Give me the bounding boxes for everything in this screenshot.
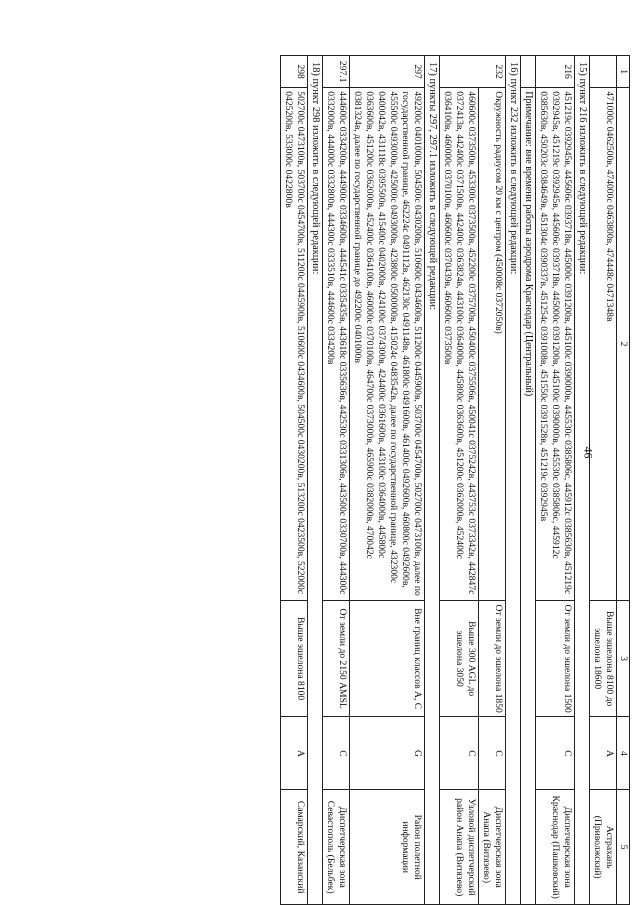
airspace-class-cell: C: [479, 717, 506, 790]
airspace-class-cell: C: [536, 717, 575, 790]
column-header-row: [617, 56, 630, 905]
airspace-class-cell: C: [440, 717, 479, 790]
vertical-limits-cell: Выше эшелона 8100: [281, 600, 308, 717]
coordinates-cell: 460600с 0373500в, 453300с 0373500в, 452200с 0375700в, 450400с 0375506в, 450041с 0375242в, 443753с 0373342в, 442847с 0372413в, 442400с 0371500в, 442400с 0363824в, 443100с 0364000в, 445800с 0363600в, 451200с 0362000в, 452400с 0364100в, 460000с 0370100в, 460600с 0370439в, 460600с 0373500в: [440, 88, 479, 601]
row-number: 216: [536, 56, 575, 88]
airspace-class-cell: G: [350, 717, 425, 790]
table-row-top: [590, 56, 617, 905]
col-header-5: 5: [617, 790, 630, 905]
table-row-232-a: [479, 56, 506, 905]
unit-cell: Диспетчерская зона Краснодар (Пашковский): [536, 790, 575, 905]
section-heading-text: 17) пункты 297, 297.1 изложить в следующей редакции:: [425, 56, 440, 905]
row-number: [521, 56, 536, 88]
col-header-2: 2: [617, 88, 630, 601]
table-row-297-1: [323, 56, 350, 905]
coordinates-cell: 502700с 0473100в, 503700с 0454700в, 511200с 0445900в, 510600с 0434600в, 504500с 0430200в, 513200с 0423500в, 522000с 0425200в, 533000с 0422800в: [281, 88, 308, 601]
row-number: 297: [350, 56, 425, 88]
section-heading-18: [308, 56, 323, 905]
coordinates-cell: 451219с 0392945в, 445606с 0393718в, 445000с 0391200в, 445100с 0390000в, 445530с 0385806с, 445912с 0385630в, 451219с 0392945в, 451219с 0392945в, 445606с 0393718в, 445000с 0391200в, 445100с 0390000в, 445530с 0385806с, 445912с 0385630в, 450203с 0384649в, 451304с 0390337в, 451254с 0391008в, 451550с 0391528в, 451219с 0392945в: [536, 88, 575, 601]
airspace-class-cell: A: [281, 717, 308, 790]
table-row-216: [536, 56, 575, 905]
coordinates-cell: 444600с 0334200в, 444900с 0334600в, 444541с 0335435в, 443618с 0335636в, 442530с 0331306в, 443500с 0330700в, 444300с 0332000в, 444000с 0332800в, 444300с 0333510в, 444600с 0334200в: [323, 88, 350, 601]
table-row-232-b: [440, 56, 479, 905]
table-row-298: [281, 56, 308, 905]
col-header-3: 3: [617, 600, 630, 717]
unit-cell: Узловой диспетчерский район Анапа (Витязево): [440, 790, 479, 905]
section-heading-text: 15) пункт 216 изложить в следующей редакции:: [575, 56, 590, 905]
section-heading-17: [425, 56, 440, 905]
row-number: 297.1: [323, 56, 350, 88]
airspace-class-cell: A: [590, 717, 617, 790]
description-cell: Окружность радиусом 20 км с центром (450008с 0372050в): [479, 88, 506, 601]
vertical-limits-cell: От земли до эшелона 1500: [536, 600, 575, 717]
vertical-limits-cell: Выше 300 AGL до эшелона 3050: [440, 600, 479, 717]
section-heading-text: 16) пункт 232 изложить в следующей редакции:: [506, 56, 521, 905]
unit-cell: Самарский, Казанский: [281, 790, 308, 905]
table-row-297: [350, 56, 425, 905]
unit-cell: Диспетчерская зона Севастополь (Бельбек): [323, 790, 350, 905]
unit-cell: Астрахань (Приволжский): [590, 790, 617, 905]
section-heading-16: [506, 56, 521, 905]
col-header-4: 4: [617, 717, 630, 790]
note-cell: Примечание: вне времени работы аэродрома Краснодар (Центральный): [521, 88, 536, 905]
section-heading-text: 18) пункт 298 изложить в следующей редакции:: [308, 56, 323, 905]
vertical-limits-cell: Вне границ классов A, C: [350, 600, 425, 717]
unit-cell: Диспетчерская зона Анапа (Витязево): [479, 790, 506, 905]
table-row-216-note: [521, 56, 536, 905]
vertical-limits-cell: От земли до эшелона 1850: [479, 600, 506, 717]
unit-cell: Район полетной информации: [350, 790, 425, 905]
vertical-limits-cell: От земли до 2150 AMSL: [323, 600, 350, 717]
airspace-class-cell: C: [323, 717, 350, 790]
section-heading-15: [575, 56, 590, 905]
col-header-1: 1: [617, 56, 630, 88]
row-number: 232: [440, 56, 506, 88]
airspace-table-sheet: [20, 55, 630, 905]
coordinates-cell: 492200с 0401000в, 504500с 0430200в, 510600с 0434600в, 511200с 0445900в, 503700с 0454700в, 502700с 0473100в, далее по государственной границе, 462224с 0491112в, 462130с 0491148в, 461800с 0491600в, 461400с 0492600в, 460800с 0492600в, 455500с 0493000в, 425000с 0493000в, 423800с 0500000в, 415024с 0483542в, далее по государственной границе, 432300с 0400042в, 431118с 0395500в, 415400с 0402000в, 424100с 0374300в, 424400с 0361600в, 443100с 0364000в, 445800с 0363600в, 451200с 0362000в, 452400с 0364100в, 460000с 0370100в, 464700с 0373000в, 465900с 0382000в, 470042с 0381324в, далее по государственной границе до 492200с 0401000в: [350, 88, 425, 601]
airspace-table: [280, 55, 630, 905]
vertical-limits-cell: Выше эшелона 8100 до эшелона 18600: [590, 600, 617, 717]
page-number: 46: [581, 446, 596, 459]
row-number: 298: [281, 56, 308, 88]
coordinates-cell: 471000с 0462500в, 474000с 0463800в, 474448с 0471348в: [590, 88, 617, 601]
row-number: [590, 56, 617, 88]
